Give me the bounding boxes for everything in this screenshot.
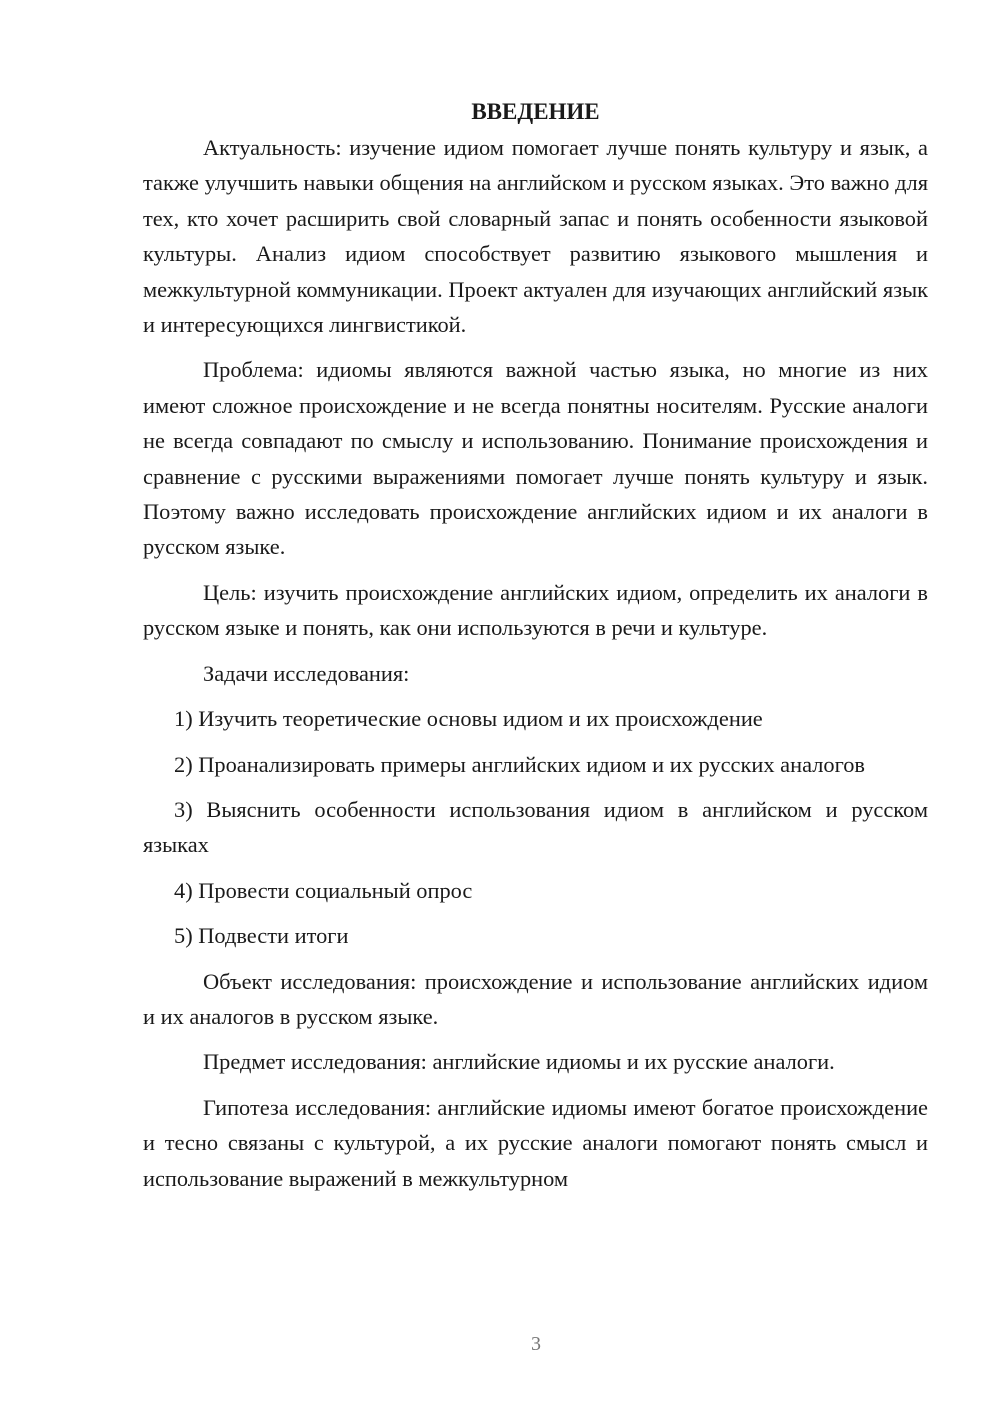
tasks-list bbox=[143, 701, 928, 953]
task-item: 4) Провести социальный опрос bbox=[174, 877, 473, 903]
paragraph-goal: Цель: изучить происхождение английских идиом, определить их аналоги в русском языке и понять, как они используются в речи и культуре. bbox=[143, 579, 928, 641]
paragraph-relevance: Актуальность: изучение идиом помогает лучше понять культуру и язык, а также улучшить навыки общения на английском и русском языках. Это важно для тех, кто хочет расширить свой словарный запас и понять особенности языковой культуры. Анализ идиом способствует развитию языкового мышления и межкультурной коммуникации. Проект актуален для изучающих английский язык и интересующихся лингвистикой. bbox=[143, 135, 928, 338]
task-item: 5) Подвести итоги bbox=[174, 923, 349, 949]
paragraph-problem: Проблема: идиомы являются важной частью языка, но многие из них имеют сложное происхождение и не всегда понятны носителям. Русские аналоги не всегда совпадают по смыслу и использованию. Понимание происхождения и сравнение с русскими выражениями помогает лучше понять культуру и язык. Поэтому важно исследовать происхождение английских идиом и их аналоги в русском языке. bbox=[143, 357, 928, 560]
tasks-heading: Задачи исследования: bbox=[203, 660, 410, 686]
page-number: 3 bbox=[531, 1333, 541, 1355]
document-page bbox=[143, 94, 928, 1206]
task-item: 3) Выяснить особенности использования идиом в английском и русском языках bbox=[143, 796, 928, 858]
section-heading: ВВЕДЕНИЕ bbox=[471, 99, 600, 124]
task-item: 2) Проанализировать примеры английских идиом и их русских аналогов bbox=[174, 751, 865, 777]
paragraph-hypothesis: Гипотеза исследования: английские идиомы имеют богатое происхождение и тесно связаны с культурой, а их русские аналоги помогают понять смысл и использование выражений в межкультурном bbox=[143, 1094, 928, 1191]
paragraph-subject: Предмет исследования: английские идиомы и их русские аналоги. bbox=[203, 1049, 835, 1075]
task-item: 1) Изучить теоретические основы идиом и их происхождение bbox=[174, 706, 763, 732]
paragraph-object: Объект исследования: происхождение и использование английских идиом и их аналогов в русском языке. bbox=[143, 968, 928, 1029]
